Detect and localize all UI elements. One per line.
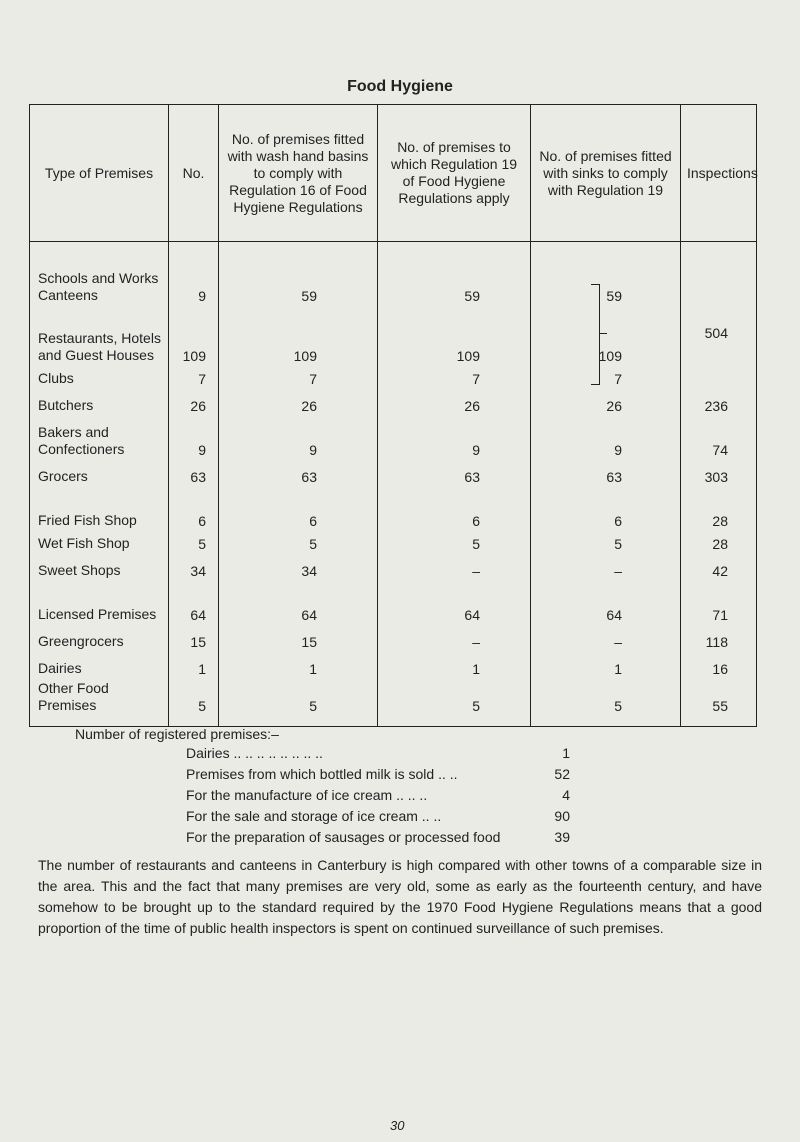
registered-premises-heading: Number of registered premises:– (75, 726, 279, 742)
cell-type: Licensed Premises (30, 581, 169, 625)
cell-basins: 109 (219, 306, 378, 366)
registered-item-label: Premises from which bottled milk is sold .. .. (186, 766, 458, 782)
registered-item-label: Dairies .. .. .. .. .. .. .. .. (186, 745, 323, 761)
cell-no: 15 (169, 625, 219, 652)
cell-sinks: 26 (531, 389, 681, 416)
cell-no: 6 (169, 487, 219, 531)
cell-sinks: – (531, 625, 681, 652)
header-wash-basins: No. of premises fitted with wash hand basins to comply with Regulation 16 of Food Hygiene Regulations (219, 105, 378, 242)
cell-type: Fried Fish Shop (30, 487, 169, 531)
cell-inspections (681, 366, 757, 389)
page-title: Food Hygiene (347, 78, 453, 95)
cell-inspections (681, 242, 757, 306)
cell-inspections: 118 (681, 625, 757, 652)
header-number: No. (169, 105, 219, 242)
cell-inspections: 303 (681, 460, 757, 487)
grouping-bracket-tick (600, 333, 607, 334)
cell-basins: 5 (219, 679, 378, 727)
cell-type: Butchers (30, 389, 169, 416)
cell-no: 64 (169, 581, 219, 625)
cell-no: 1 (169, 652, 219, 679)
cell-basins: 1 (219, 652, 378, 679)
registered-item-label: For the sale and storage of ice cream .. .. (186, 808, 442, 824)
registered-item-value: 39 (554, 829, 570, 845)
header-inspections: Inspections (681, 105, 757, 242)
grouping-bracket (591, 284, 600, 385)
table-row (30, 531, 757, 554)
cell-no: 7 (169, 366, 219, 389)
cell-sinks: – (531, 554, 681, 581)
cell-reg19: 5 (378, 679, 531, 727)
table-row (30, 460, 757, 487)
cell-type: Schools and Works Canteens (30, 242, 169, 306)
page-number: 30 (390, 1118, 405, 1133)
cell-no: 9 (169, 242, 219, 306)
cell-type: Restaurants, Hotels and Guest Houses (30, 306, 169, 366)
cell-no: 26 (169, 389, 219, 416)
cell-sinks: 5 (531, 679, 681, 727)
cell-reg19: 109 (378, 306, 531, 366)
cell-type: Grocers (30, 460, 169, 487)
cell-reg19: – (378, 554, 531, 581)
cell-basins: 63 (219, 460, 378, 487)
cell-inspections: 504 (681, 306, 757, 366)
cell-reg19: 26 (378, 389, 531, 416)
table-row (30, 366, 757, 389)
table-header-row (30, 105, 757, 242)
cell-inspections: 42 (681, 554, 757, 581)
cell-sinks: 1 (531, 652, 681, 679)
body-paragraph: The number of restaurants and canteens in Canterbury is high compared with other towns of a comparable size in the area. This and the fact that many premises are very old, some as early as the fourteenth century, and have somehow to be brought up to the standard required by the 1970 Food Hygiene Regulations means that a good proportion of the time of public health inspectors is spent on continued surveillance of such premises. (38, 857, 762, 936)
cell-type: Greengrocers (30, 625, 169, 652)
cell-no: 9 (169, 416, 219, 460)
table-row (30, 416, 757, 460)
cell-reg19: 64 (378, 581, 531, 625)
cell-inspections: 28 (681, 531, 757, 554)
cell-inspections: 55 (681, 679, 757, 727)
cell-reg19: 59 (378, 242, 531, 306)
registered-item-value: 4 (562, 787, 570, 803)
cell-type: Bakers and Confectioners (30, 416, 169, 460)
cell-reg19: 63 (378, 460, 531, 487)
table-row (30, 242, 757, 306)
cell-type: Other Food Premises (30, 679, 169, 727)
cell-sinks: 109 (531, 306, 681, 366)
table-row (30, 625, 757, 652)
cell-type: Sweet Shops (30, 554, 169, 581)
registered-item-value: 90 (554, 808, 570, 824)
cell-basins: 5 (219, 531, 378, 554)
table-row (30, 487, 757, 531)
cell-basins: 7 (219, 366, 378, 389)
cell-no: 34 (169, 554, 219, 581)
cell-sinks: 5 (531, 531, 681, 554)
registered-item-value: 52 (554, 766, 570, 782)
cell-reg19: 1 (378, 652, 531, 679)
food-hygiene-table (29, 104, 757, 727)
table-row (30, 652, 757, 679)
cell-basins: 6 (219, 487, 378, 531)
cell-reg19: – (378, 625, 531, 652)
cell-reg19: 5 (378, 531, 531, 554)
table-row (30, 679, 757, 727)
cell-sinks: 9 (531, 416, 681, 460)
cell-inspections: 74 (681, 416, 757, 460)
cell-basins: 26 (219, 389, 378, 416)
cell-reg19: 7 (378, 366, 531, 389)
cell-type: Wet Fish Shop (30, 531, 169, 554)
cell-inspections: 28 (681, 487, 757, 531)
table-row (30, 554, 757, 581)
cell-reg19: 9 (378, 416, 531, 460)
cell-reg19: 6 (378, 487, 531, 531)
header-type-of-premises: Type of Premises (30, 105, 169, 242)
cell-sinks: 6 (531, 487, 681, 531)
cell-sinks: 64 (531, 581, 681, 625)
cell-inspections: 71 (681, 581, 757, 625)
registered-item-label: For the preparation of sausages or processed food (186, 829, 501, 845)
cell-inspections: 16 (681, 652, 757, 679)
cell-basins: 34 (219, 554, 378, 581)
cell-type: Dairies (30, 652, 169, 679)
cell-basins: 15 (219, 625, 378, 652)
registered-item-label: For the manufacture of ice cream .. .. .. (186, 787, 428, 803)
cell-no: 109 (169, 306, 219, 366)
table-row (30, 389, 757, 416)
cell-no: 63 (169, 460, 219, 487)
cell-no: 5 (169, 679, 219, 727)
cell-sinks: 63 (531, 460, 681, 487)
cell-inspections: 236 (681, 389, 757, 416)
cell-type: Clubs (30, 366, 169, 389)
header-sinks: No. of premises fitted with sinks to comply with Regulation 19 (531, 105, 681, 242)
registered-item-value: 1 (562, 745, 570, 761)
cell-no: 5 (169, 531, 219, 554)
cell-basins: 9 (219, 416, 378, 460)
cell-sinks: 59 (531, 242, 681, 306)
table-row (30, 581, 757, 625)
table-row (30, 306, 757, 366)
cell-basins: 64 (219, 581, 378, 625)
cell-sinks: 7 (531, 366, 681, 389)
cell-basins: 59 (219, 242, 378, 306)
header-regulation-19-apply: No. of premises to which Regulation 19 of Food Hygiene Regulations apply (378, 105, 531, 242)
